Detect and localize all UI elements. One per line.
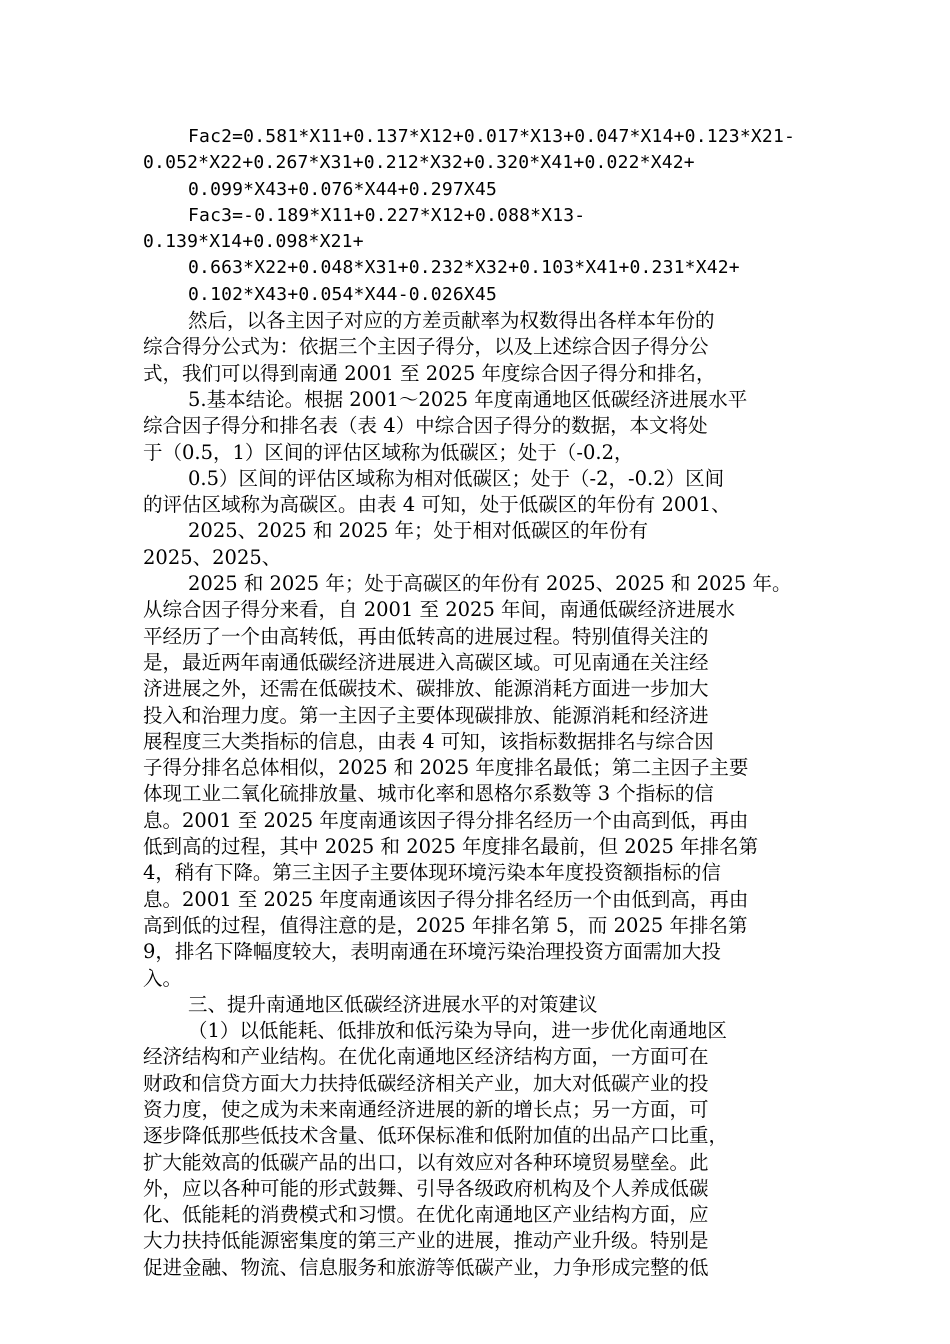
text-line: 促进金融、物流、信息服务和旅游等低碳产业，力争形成完整的低	[143, 1255, 709, 1279]
text-line: 是，最近两年南通低碳经济进展进入高碳区域。可见南通在关注经	[143, 650, 709, 674]
text-line: 2025、2025 和 2025 年；处于相对低碳区的年份有	[188, 519, 648, 543]
text-line: 扩大能效高的低碳产品的出口，以有效应对各种环境贸易壁垒。此	[143, 1150, 709, 1174]
formula-line: Fac3=-0.189*X11+0.227*X12+0.088*X13-	[188, 204, 586, 226]
formula-line: 0.663*X22+0.048*X31+0.232*X32+0.103*X41+0.231*X42+	[188, 257, 740, 279]
text-line: 投入和治理力度。第一主因子主要体现碳排放、能源消耗和经济进	[143, 703, 709, 727]
text-line: 4，稍有下降。第三主因子主要体现环境污染本年度投资额指标的信	[143, 861, 721, 885]
text-line: 2025、2025、	[143, 545, 282, 569]
text-line: 9，排名下降幅度较大，表明南通在环境污染治理投资方面需加大投	[143, 940, 721, 964]
text-line: 外，应以各种可能的形式鼓舞、引导各级政府机构及个人养成低碳	[143, 1176, 709, 1200]
text-line: 然后，以各主因子对应的方差贡献率为权数得出各样本年份的	[188, 309, 715, 333]
text-line: 化、低能耗的消费模式和习惯。在优化南通地区产业结构方面，应	[143, 1203, 709, 1227]
text-line: 于（0.5，1）区间的评估区域称为低碳区；处于（-0.2，	[143, 440, 634, 464]
text-line: 资力度，使之成为未来南通经济进展的新的增长点；另一方面，可	[143, 1097, 709, 1121]
text-line: 2025 和 2025 年；处于高碳区的年份有 2025、2025 和 2025 年。	[188, 572, 792, 596]
formula-line: 0.102*X43+0.054*X44-0.026X45	[188, 283, 498, 305]
text-line: 式，我们可以得到南通 2001 至 2025 年度综合因子得分和排名，	[143, 361, 716, 385]
text-line: 财政和信贷方面大力扶持低碳经济相关产业，加大对低碳产业的投	[143, 1071, 709, 1095]
text-line: 平经历了一个由高转低，再由低转高的进展过程。特别值得关注的	[143, 624, 709, 648]
text-line: 逐步降低那些低技术含量、低环保标准和低附加值的出品产口比重，	[143, 1124, 729, 1148]
formula-line: 0.052*X22+0.267*X31+0.212*X32+0.320*X41+0.022*X42+	[143, 152, 695, 174]
formula-line: 0.139*X14+0.098*X21+	[143, 231, 364, 253]
text-line: 5.基本结论。根据 2001～2025 年度南通地区低碳经济进展水平	[188, 387, 748, 411]
text-line: 低到高的过程，其中 2025 和 2025 年度排名最前，但 2025 年排名第	[143, 835, 759, 859]
text-line: 0.5）区间的评估区域称为相对低碳区；处于（-2，-0.2）区间	[188, 466, 725, 490]
text-line: 的评估区域称为高碳区。由表 4 可知，处于低碳区的年份有 2001、	[143, 493, 731, 517]
text-line: （1）以低能耗、低排放和低污染为导向，进一步优化南通地区	[188, 1019, 727, 1043]
text-line: 体现工业二氧化硫排放量、城市化率和恩格尔系数等 3 个指标的信	[143, 782, 714, 806]
text-line: 综合得分公式为：依据三个主因子得分，以及上述综合因子得分公	[143, 335, 709, 359]
text-line: 济进展之外，还需在低碳技术、碳排放、能源消耗方面进一步加大	[143, 677, 709, 701]
text-line: 综合因子得分和排名表（表 4）中综合因子得分的数据，本文将处	[143, 414, 708, 438]
document-body	[143, 124, 807, 1281]
text-line: 从综合因子得分来看，自 2001 至 2025 年间，南通低碳经济进展水	[143, 598, 736, 622]
formula-line: Fac2=0.581*X11+0.137*X12+0.017*X13+0.047*X14+0.123*X21-	[188, 126, 796, 147]
text-line: 子得分排名总体相似，2025 和 2025 年度排名最低；第二主因子主要	[143, 756, 749, 780]
text-line: 大力扶持低能源密集度的第三产业的进展，推动产业升级。特别是	[143, 1229, 709, 1253]
text-line: 三、提升南通地区低碳经济进展水平的对策建议	[188, 992, 598, 1016]
formula-line: 0.099*X43+0.076*X44+0.297X45	[188, 178, 498, 200]
text-line: 入。	[143, 966, 183, 990]
text-line: 展程度三大类指标的信息，由表 4 可知，该指标数据排名与综合因	[143, 729, 714, 753]
text-line: 息。2001 至 2025 年度南通该因子得分排名经历一个由高到低，再由	[143, 808, 749, 832]
text-line: 息。2001 至 2025 年度南通该因子得分排名经历一个由低到高，再由	[143, 887, 749, 911]
text-line: 经济结构和产业结构。在优化南通地区经济结构方面，一方面可在	[143, 1045, 709, 1069]
text-line: 高到低的过程，值得注意的是，2025 年排名第 5，而 2025 年排名第	[143, 913, 748, 937]
